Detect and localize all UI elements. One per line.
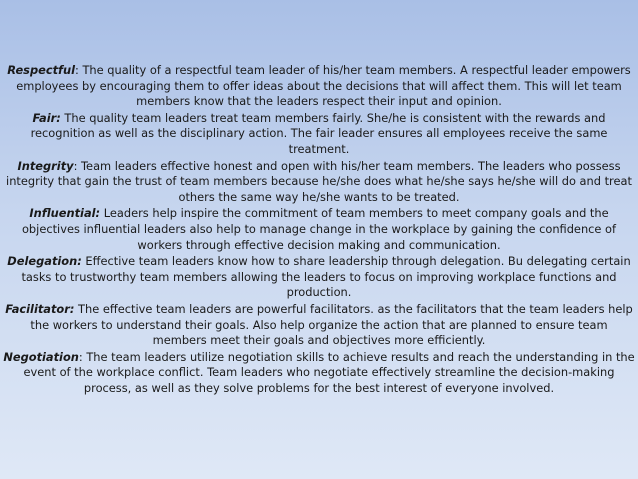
term-facilitator: Facilitator:	[5, 301, 75, 316]
entry-integrity	[0, 159, 638, 206]
entry-respectful	[0, 63, 638, 110]
entry-delegation-text: Effective team leaders know how to share leadership through delegation. Bu delegating certain tasks to trustworthy team members allowing the leaders to focus on improving workplace functions and production.	[21, 254, 631, 300]
entry-influential	[0, 206, 638, 253]
entry-fair	[0, 111, 638, 158]
term-integrity: Integrity	[17, 158, 74, 173]
term-delegation: Delegation:	[7, 254, 82, 269]
entry-influential-text: Leaders help inspire the commitment of team members to meet company goals and the objectives influential leaders also help to manage change in the workplace by gaining the confidence of workers through effective decision making and communication.	[21, 206, 617, 252]
entry-facilitator-text: The effective team leaders are powerful facilitators. as the facilitators that the team leaders help the workers to understand their goals. Also help organize the action that are planned to ensure team members meet their goals and objectives more efficiently.	[30, 301, 633, 348]
term-negotiation: Negotiation	[3, 349, 79, 364]
term-influential: Influential:	[29, 206, 101, 221]
entry-negotiation	[0, 350, 638, 397]
entry-respectful-text: : The quality of a respectful team leader of his/her team members. A respectful leader empowers employees by encouraging them to offer ideas about the decisions that will affect them. This will let team members know that the leaders respect their input and opinion.	[16, 63, 631, 109]
term-respectful: Respectful	[7, 63, 75, 77]
entry-delegation	[0, 254, 638, 301]
entry-fair-text: The quality team leaders treat team members fairly. She/he is consistent with the rewards and recognition as well as the disciplinary action. The fair leader ensures all employees receive the same treatment.	[30, 110, 608, 156]
entry-integrity-text: : Team leaders effective honest and open with his/her team members. The leaders who possess integrity that gain the trust of team members because he/she does what he/she says he/she will do and treat others the same way he/she wants to be treated.	[6, 158, 632, 204]
entry-facilitator	[0, 302, 638, 349]
term-fair: Fair:	[32, 110, 61, 125]
entry-negotiation-text: : The team leaders utilize negotiation skills to achieve results and reach the understanding in the event of the workplace conflict. Team leaders who negotiate effectively streamline the decision-making process, as well as they solve problems for the best interest of everyone involved.	[23, 349, 635, 395]
